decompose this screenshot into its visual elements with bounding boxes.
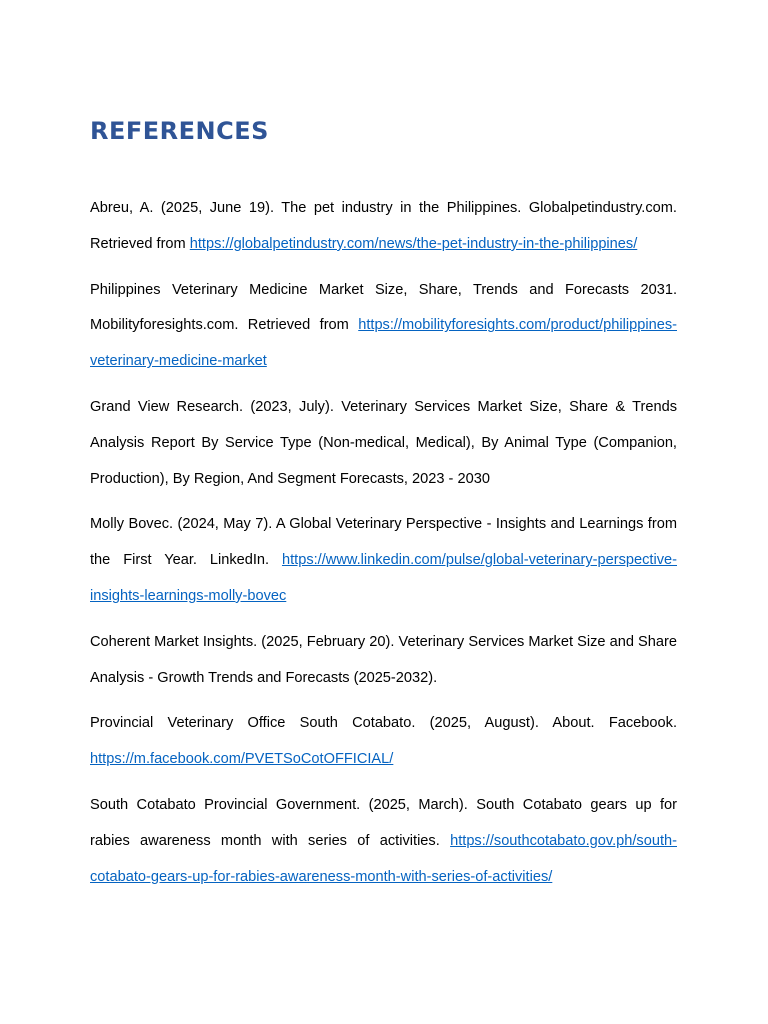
reference-entry — [90, 706, 677, 778]
reference-entry — [90, 507, 677, 614]
reference-text: South Cotabato Provincial Government. (2025, March). South Cotabato gears up for rabies awareness month with series of activities. — [90, 796, 677, 849]
reference-text: Philippines Veterinary Medicine Market Size, Share, Trends and Forecasts 2031. Mobilityforesights.com. Retrieved from — [90, 281, 677, 334]
reference-link[interactable]: https://www.linkedin.com/pulse/global-veterinary-perspective-insights-learnings-molly-bovec — [90, 552, 677, 604]
reference-entry — [90, 273, 677, 380]
reference-text: Provincial Veterinary Office South Cotabato. (2025, August). About. Facebook. — [90, 715, 677, 732]
reference-link[interactable]: https://mobilityforesights.com/product/philippines-veterinary-medicine-market — [90, 317, 677, 370]
reference-text: Molly Bovec. (2024, May 7). A Global Veterinary Perspective - Insights and Learnings from the First Year. LinkedIn. — [90, 516, 677, 569]
reference-text: Coherent Market Insights. (2025, February 20). Veterinary Services Market Size and Share Analysis - Growth Trends and Forecasts (2025-2032). — [90, 633, 677, 686]
reference-list — [90, 191, 677, 905]
reference-link[interactable]: https://m.facebook.com/PVETSoCotOFFICIAL/ — [90, 751, 394, 768]
reference-entry — [90, 788, 677, 895]
reference-entry — [90, 390, 677, 497]
reference-link[interactable]: https://southcotabato.gov.ph/south-cotabato-gears-up-for-rabies-awareness-month-with-series-of-activities/ — [90, 832, 677, 885]
reference-entry — [90, 625, 677, 697]
reference-entry — [90, 191, 677, 263]
reference-text: Grand View Research. (2023, July). Veterinary Services Market Size, Share & Trends Analysis Report By Service Type (Non-medical, Medical), By Animal Type (Companion, Production), By Region, And Segment Forecasts, 2023 - 2030 — [90, 398, 677, 487]
reference-link[interactable]: https://globalpetindustry.com/news/the-pet-industry-in-the-philippines/ — [189, 235, 638, 252]
page-title: REFERENCES — [90, 117, 269, 145]
reference-text: Abreu, A. (2025, June 19). The pet industry in the Philippines. Globalpetindustry.com. Retrieved from — [90, 200, 677, 252]
